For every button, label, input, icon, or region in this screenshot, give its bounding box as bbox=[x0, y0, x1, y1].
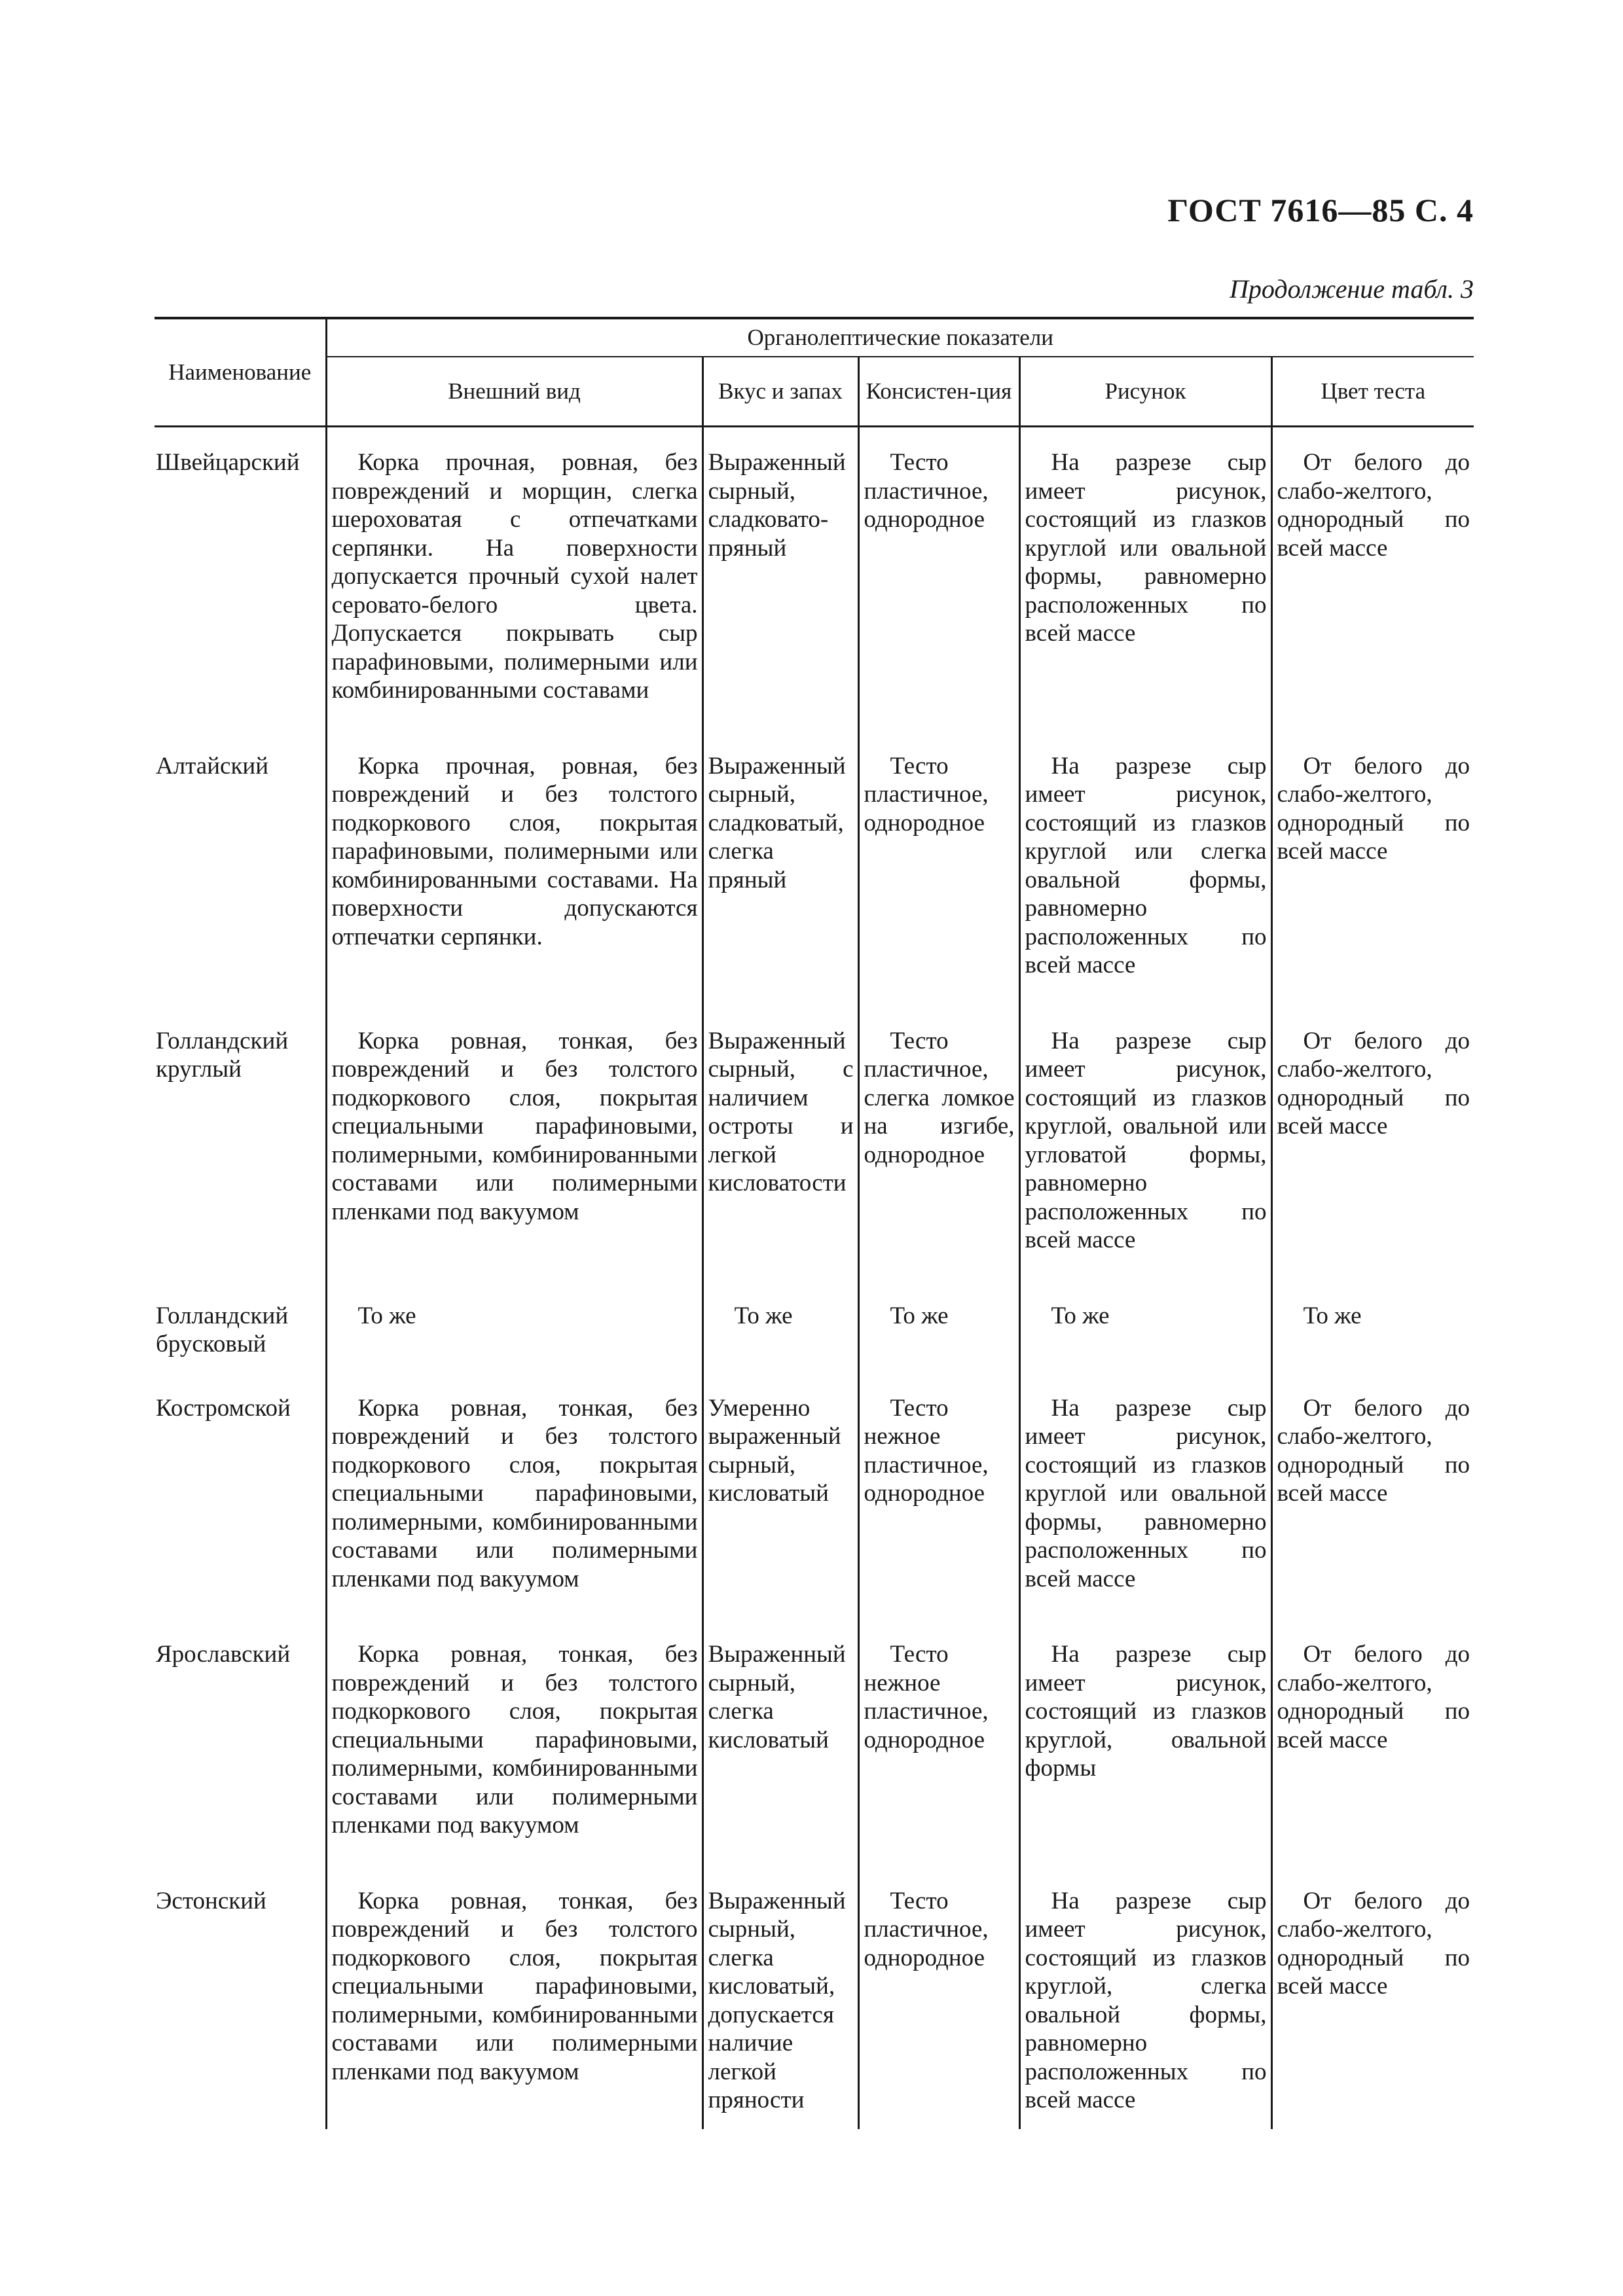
color-cell: От белого до слабо-желтого, однородный по всей массе bbox=[1271, 731, 1474, 1006]
pattern-cell: На разрезе сыр имеет рисунок, состоящий из глазков круглой или овальной формы, равномерно расположенных по всей массе bbox=[1019, 1373, 1271, 1620]
color-cell: От белого до слабо-желтого, однородный по всей массе bbox=[1271, 1006, 1474, 1281]
pattern-cell: На разрезе сыр имеет рисунок, состоящий из глазков круглой или слегка овальной формы, равномерно расположенных по всей массе bbox=[1019, 731, 1271, 1006]
column-header-name: Наименование bbox=[155, 318, 326, 427]
color-cell: От белого до слабо-желтого, однородный по всей массе bbox=[1271, 1866, 1474, 2129]
appearance-cell: Корка прочная, ровная, без повреждений и морщин, слегка шероховатая с отпечатками серпянки. На поверхности допускается прочный сухой налет серовато-белого цвета. Допускается покрывать сыр парафиновыми, полимерными или комбинированными составами bbox=[326, 427, 702, 731]
table-row bbox=[155, 1866, 1474, 2129]
column-header-consistency: Консистен-ция bbox=[858, 357, 1019, 427]
table-row bbox=[155, 1373, 1474, 1620]
table-body bbox=[155, 427, 1474, 2129]
taste-cell: Выраженный сырный, сладковато-пряный bbox=[702, 427, 858, 731]
consistency-cell: Тесто пластичное, однородное bbox=[858, 427, 1019, 731]
column-header-taste: Вкус и запах bbox=[702, 357, 858, 427]
consistency-cell: Тесто пластичное, однородное bbox=[858, 731, 1019, 1006]
table-header bbox=[155, 318, 1474, 427]
color-cell: То же bbox=[1271, 1281, 1474, 1373]
cheese-name: Швейцарский bbox=[156, 449, 300, 476]
taste-cell: Выраженный сырный, с наличием остроты и легкой кисловатости bbox=[702, 1006, 858, 1281]
color-cell: От белого до слабо-желтого, однородный по всей массе bbox=[1271, 1619, 1474, 1866]
table-row bbox=[155, 731, 1474, 1006]
column-header-pattern: Рисунок bbox=[1019, 357, 1271, 427]
appearance-cell: Корка ровная, тонкая, без повреждений и без толстого подкоркового слоя, покрытая специальными парафиновыми, полимерными, комбинированными составами или полимерными пленками под вакуумом bbox=[326, 1866, 702, 2129]
table-row bbox=[155, 427, 1474, 731]
taste-cell: Выраженный сырный, слегка кисловатый, допускается наличие легкой пряности bbox=[702, 1866, 858, 2129]
taste-cell: Выраженный сырный, слегка кисловатый bbox=[702, 1619, 858, 1866]
column-header-color: Цвет теста bbox=[1271, 357, 1474, 427]
taste-cell: Умеренно выраженный сырный, кисловатый bbox=[702, 1373, 858, 1620]
consistency-cell: Тесто пластичное, слегка ломкое на изгибе, однородное bbox=[858, 1006, 1019, 1281]
taste-cell: Выраженный сырный, сладковатый, слегка пряный bbox=[702, 731, 858, 1006]
cheese-name: Ярославский bbox=[156, 1641, 291, 1668]
pattern-cell: На разрезе сыр имеет рисунок, состоящий из глазков круглой, овальной формы bbox=[1019, 1619, 1271, 1866]
table-row bbox=[155, 1006, 1474, 1281]
consistency-cell: Тесто нежное пластичное, однородное bbox=[858, 1373, 1019, 1620]
pattern-cell: На разрезе сыр имеет рисунок, состоящий из глазков круглой или овальной формы, равномерно расположенных по всей массе bbox=[1019, 427, 1271, 731]
color-cell: От белого до слабо-желтого, однородный по всей массе bbox=[1271, 427, 1474, 731]
document-title: ГОСТ 7616—85 С. 4 bbox=[1167, 192, 1474, 228]
cheese-name: Костромской bbox=[156, 1394, 291, 1422]
table-container bbox=[155, 317, 1474, 2129]
cheese-name: Алтайский bbox=[156, 752, 269, 780]
consistency-cell: Тесто нежное пластичное, однородное bbox=[858, 1619, 1019, 1866]
cheese-name: Эстонский bbox=[156, 1887, 266, 1914]
appearance-cell: Корка ровная, тонкая, без повреждений и без толстого подкоркового слоя, покрытая специальными парафиновыми, полимерными, комбинированными составами или полимерными пленками под вакуумом bbox=[326, 1373, 702, 1620]
consistency-cell: То же bbox=[858, 1281, 1019, 1373]
taste-cell: То же bbox=[702, 1281, 858, 1373]
table-row bbox=[155, 1281, 1474, 1373]
table-continuation-label: Продолжение табл. 3 bbox=[1229, 274, 1474, 304]
cheese-name: Голландский круглый bbox=[156, 1027, 289, 1083]
appearance-cell: Корка ровная, тонкая, без повреждений и без толстого подкоркового слоя, покрытая специальными парафиновыми, полимерными, комбинированными составами или полимерными пленками под вакуумом bbox=[326, 1619, 702, 1866]
table-row bbox=[155, 1619, 1474, 1866]
organoleptic-table bbox=[155, 317, 1474, 2129]
pattern-cell: На разрезе сыр имеет рисунок, состоящий из глазков круглой, слегка овальной формы, равномерно расположенных по всей массе bbox=[1019, 1866, 1271, 2129]
group-header-organoleptic: Органолептические показатели bbox=[326, 318, 1474, 357]
appearance-cell: То же bbox=[326, 1281, 702, 1373]
appearance-cell: Корка ровная, тонкая, без повреждений и без толстого подкоркового слоя, покрытая специальными парафиновыми, полимерными, комбинированными составами или полимерными пленками под вакуумом bbox=[326, 1006, 702, 1281]
column-header-appearance: Внешний вид bbox=[326, 357, 702, 427]
appearance-cell: Корка прочная, ровная, без повреждений и без толстого подкоркового слоя, покрытая парафиновыми, полимерными или комбинированными составами. На поверхности допускаются отпечатки серпянки. bbox=[326, 731, 702, 1006]
pattern-cell: То же bbox=[1019, 1281, 1271, 1373]
cheese-name: Голландский брусковый bbox=[156, 1302, 289, 1357]
pattern-cell: На разрезе сыр имеет рисунок, состоящий из глазков круглой, овальной или угловатой формы, равномерно расположенных по всей массе bbox=[1019, 1006, 1271, 1281]
consistency-cell: Тесто пластичное, однородное bbox=[858, 1866, 1019, 2129]
color-cell: От белого до слабо-желтого, однородный по всей массе bbox=[1271, 1373, 1474, 1620]
